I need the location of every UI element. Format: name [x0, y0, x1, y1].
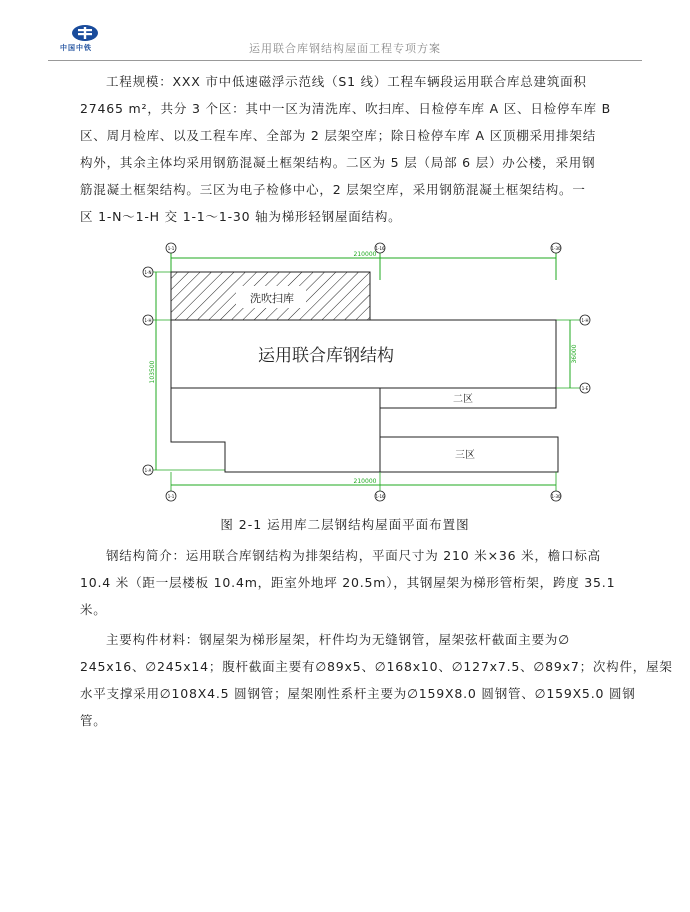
axis-label: 1-E: [581, 386, 589, 391]
text-line: 10.4 米（距一层楼板 10.4m，距室外地坪 20.5m），其钢屋架为梯形管桁架，跨度 35.1: [80, 575, 616, 590]
dim-bottom-label: 210000: [353, 478, 377, 485]
text-line: 水平支撑采用∅108X4.5 圆钢管；屋架刚性系杆主要为∅159X8.0 圆钢管、∅159X5.0 圆钢: [80, 686, 636, 701]
axis-label: 1-H: [581, 318, 589, 323]
axis-top-left: [166, 243, 176, 253]
axis-label: 1-30: [551, 246, 561, 251]
figure-caption: 图 2-1 运用库二层钢结构屋面平面布置图: [220, 517, 470, 532]
axis-bottom-right: [551, 491, 561, 501]
axis-label: 1-N: [144, 270, 152, 275]
paragraph-steel-intro: [80, 542, 626, 623]
axis-label: 1-16: [375, 246, 385, 251]
hatched-area-label: 洗吹扫库: [250, 292, 294, 305]
axis-right-1: [580, 315, 590, 325]
axis-left-1: [143, 267, 153, 277]
text-line: 主要构件材料：钢屋架为梯形屋架，杆件均为无缝钢管，屋架弦杆截面主要为∅: [106, 632, 570, 647]
header-rule: [48, 60, 642, 61]
zone-three-label: 三区: [455, 450, 475, 461]
text-line: 区 1-N～1-H 交 1-1～1-30 轴为梯形轻钢屋面结构。: [80, 209, 402, 224]
axis-bottom-mid: [375, 491, 385, 501]
text-line: 筋混凝土框架结构。三区为电子检修中心，2 层架空库，采用钢筋混凝土框架结构。一: [80, 182, 586, 197]
text-line: 区、周月检库、以及工程车库、全部为 2 层架空库；除日检停车库 A 区顶棚采用排架结: [80, 128, 596, 143]
axis-label: 1-1: [167, 494, 175, 499]
header-title: 运用联合库钢结构屋面工程专项方案: [249, 42, 441, 55]
axis-top-right: [551, 243, 561, 253]
axis-bottom-left: [166, 491, 176, 501]
axis-label: 1-1: [167, 246, 175, 251]
axis-label: 1-A: [144, 468, 152, 473]
floor-plan-diagram: [130, 240, 600, 506]
text-line: 245x16、∅245x14；腹杆截面主要有∅89x5、∅168x10、∅127x7.5、∅89x7；次构件，屋架: [80, 659, 673, 674]
text-line: 米。: [80, 602, 107, 617]
text-line: 钢结构简介：运用联合库钢结构为排架结构，平面尺寸为 210 米×36 米，檐口标高: [106, 548, 601, 563]
axis-label: 1-30: [551, 494, 561, 499]
axis-left-3: [143, 465, 153, 475]
zone-one-lower: [171, 388, 380, 472]
dim-right-label: 36000: [571, 344, 578, 364]
axis-top-mid: [375, 243, 385, 253]
axis-label: 1-H: [144, 318, 152, 323]
bottom-dimension: [171, 472, 556, 492]
text-line: 27465 m²，共分 3 个区：其中一区为清洗库、吹扫库、日检停车库 A 区、日检停车库 B: [80, 101, 611, 116]
dim-top-label: 210000: [353, 251, 377, 258]
paragraph-project-scale: [80, 68, 626, 230]
zone-two-label: 二区: [453, 394, 473, 405]
main-building-label: 运用联合库钢结构: [258, 346, 394, 366]
axis-left-2: [143, 315, 153, 325]
logo-text: 中国中铁: [60, 44, 92, 52]
dim-left-label: 103500: [149, 360, 156, 384]
axis-label: 1-16: [375, 494, 385, 499]
text-line: 管。: [80, 713, 107, 728]
paragraph-main-materials: [80, 626, 673, 734]
text-line: 构外，其余主体均采用钢筋混凝土框架结构。二区为 5 层（局部 6 层）办公楼，采用钢: [80, 155, 596, 170]
text-line: 工程规模：XXX 市中低速磁浮示范线（S1 线）工程车辆段运用联合库总建筑面积: [106, 74, 587, 89]
axis-right-2: [580, 383, 590, 393]
right-dimension: [556, 320, 580, 388]
